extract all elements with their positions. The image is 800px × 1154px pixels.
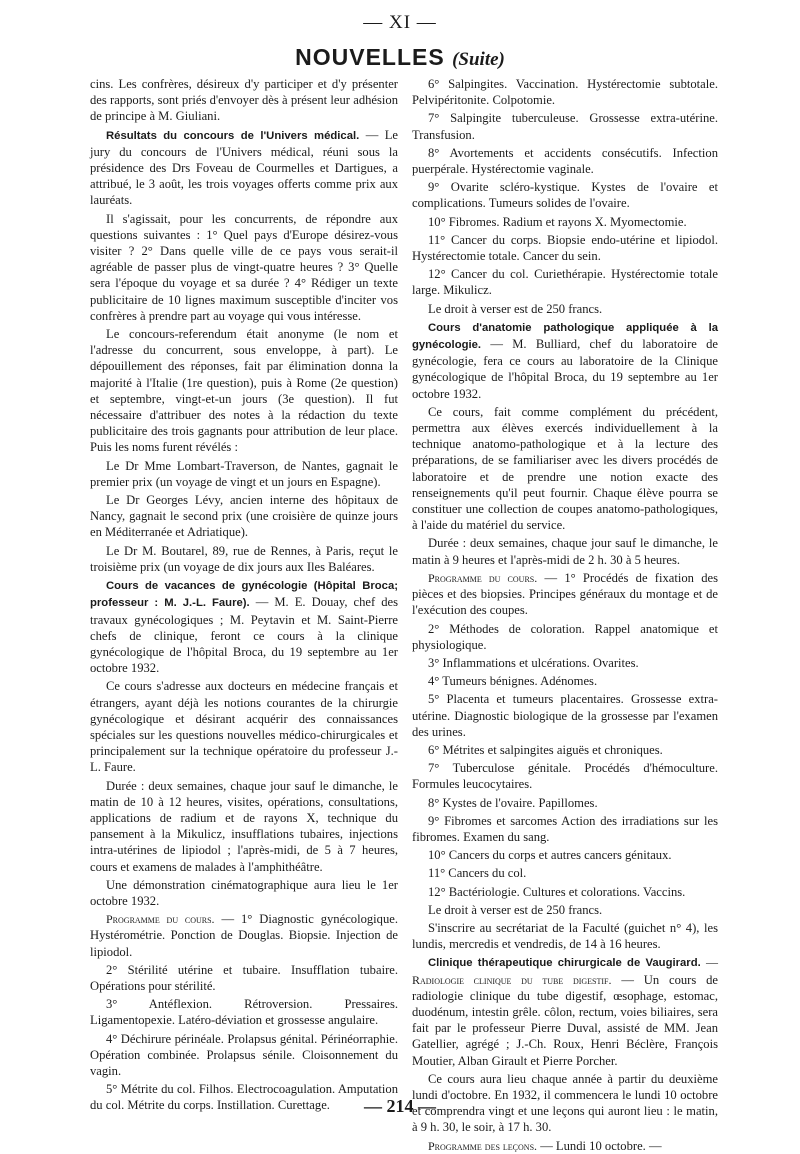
paragraph: Durée : deux semaines, chaque jour sauf le dimanche, le matin de 10 à 12 heures, visites, opérations, consultations, applications de radium et de rayons X, technique du pansement à la Mikulicz, insufflations tubaires, injections intra-utérines de lipiodol ; l'après-midi, de 5 à 7 heures, cours et examens de malades à l'amphithéâtre. — [90, 778, 398, 874]
list-item: 10° Cancers du corps et autres cancers génitaux. — [428, 848, 672, 863]
paragraph: Durée : deux semaines, chaque jour sauf le dimanche, le matin à 9 heures et l'après-midi de 2 h. 30 à 5 heures. — [412, 536, 718, 567]
paragraph: Le droit à verser est de 250 francs. — [428, 902, 603, 917]
list-item: 3° Inflammations et ulcérations. Ovarites. — [428, 655, 639, 670]
paragraph: S'inscrire au secrétariat de la Faculté (guichet n° 4), les lundis, mercredis et vendredis, de 14 à 16 heures. — [412, 920, 718, 952]
paragraph — [412, 319, 718, 402]
list-item: 8° Avortements et accidents consécutifs. Infection puerpérale. Hystérectomie vaginale. — [412, 145, 718, 177]
program-label: Programme du cours. — [106, 912, 215, 927]
list-item: 11° Cancers du col. — [428, 866, 527, 881]
list-item: 5° Placenta et tumeurs placentaires. Grossesse extra-utérine. Diagnostic biologique de la grossesse par l'examen des urines. — [412, 692, 718, 739]
list-item: 7° Salpingite tuberculeuse. Grossesse extra-utérine. Transfusion. — [412, 111, 718, 142]
list-item: 7° Tuberculose génitale. Procédés d'hémoculture. Formules leucocytaires. — [412, 761, 718, 792]
section-heading: Résultats du concours de l'Univers médical. — [106, 129, 360, 142]
title-text: NOUVELLES — [295, 44, 445, 70]
list-item: 6° Salpingites. Vaccination. Hystérectomie subtotale. Pelvipéritonite. Colpotomie. — [412, 77, 718, 108]
paragraph-text: — 1° Procédés de fixation des pièces et des biopsies. Principes généraux du montage et de l'exécution des coupes. — [412, 570, 718, 618]
paragraph: Le Dr Mme Lombart-Traverson, de Nantes, gagnait le premier prix (un voyage de vingt et un jours en Espagne). — [90, 458, 398, 489]
paragraph-text: — Le jury du concours de l'Univers médical, réuni sous la présidence des Drs Foveau de Courmelles et Dartigues, a attribué, le 3 août, les trois voyages offerts comme prix aux lauréats. — [90, 127, 398, 208]
list-item: 11° Cancer du corps. Biopsie endo-utérine et lipiodol. Hystérectomie totale. Cancer du sein. — [412, 232, 718, 264]
paragraph: Le Dr M. Boutarel, 89, rue de Rennes, à Paris, reçut le troisième prix (un voyage de dix jours aux Iles Baléares. — [90, 543, 398, 574]
list-item: 2° Stérilité utérine et tubaire. Insufflation tubaire. Opérations pour stérilité. — [90, 962, 398, 993]
list-item: 8° Kystes de l'ovaire. Papillomes. — [428, 795, 598, 810]
section-title — [0, 44, 800, 71]
right-column — [412, 76, 718, 1154]
list-item: 4° Déchirure périnéale. Prolapsus génital. Périnéorraphie. Opération combinée. Prolapsus sénile. Cloisonnement du vagin. — [90, 1031, 398, 1078]
paragraph-text: — 1° Diagnostic gynécologique. Hystérométrie. Ponction de Douglas. Biopsie. Injection de lipiodol. — [90, 912, 398, 959]
list-item: 2° Méthodes de coloration. Rappel anatomique et physiologique. — [412, 621, 718, 652]
paragraph — [412, 954, 718, 1068]
paragraph-text: — M. E. Douay, chef des travaux gynécologiques ; M. Peytavin et M. Saint-Pierre chefs de clinique, feront ce cours à la clinique gynécologique de l'hôpital Broca, du 19 septembre au 1er octobre 1932. — [90, 595, 398, 676]
paragraph — [90, 127, 398, 209]
page-number: — 214 — — [364, 1096, 436, 1116]
list-item: 9° Fibromes et sarcomes Action des irradiations sur les fibromes. Examen du sang. — [412, 813, 718, 844]
page-roman-numeral: — XI — — [363, 12, 437, 33]
paragraph — [412, 570, 718, 619]
section-heading: Cours d'anatomie pathologique appliquée à la gynécologie. — [412, 321, 718, 352]
list-item: 6° Métrites et salpingites aiguës et chroniques. — [428, 742, 663, 757]
list-item: 3° Antéflexion. Rétroversion. Pressaires. Ligamentopexie. Latéro-déviation et grossesse angulaire. — [90, 997, 398, 1028]
list-item: 12° Bactériologie. Cultures et colorations. Vaccins. — [428, 884, 686, 899]
paragraph: Le concours-referendum était anonyme (le nom et l'adresse du concurrent, sous enveloppe, à part). Le dépouillement des réponses, fait par élimination donna la majorité à l'Italie (1re question), puis à Rome (2e question) et septembre, vingt-et-un jours (3e question). Il fut nécessaire d'attribuer des notes à la rédaction du texte publicitaire des trois gagnants pour attribution de leur place. Puis les noms furent révélés : — [90, 327, 398, 455]
paragraph: Il s'agissait, pour les concurrents, de répondre aux questions suivantes : 1° Quel pays d'Europe désirez-vous visiter ? 2° Dans quelle ville de ce pays vous serait-il agréable de passer plus de vingt-quatre heures ? 3° Quelle sera l'époque du voyage et sa durée ? 4° Rédiger un texte publicitaire de 10 lignes maximum susceptible d'inciter vos confrères à prendre part au voyage qui vous intéresse. — [90, 211, 398, 323]
paragraph: Ce cours, fait comme complément du précédent, permettra aux élèves exercés individuellement à la technique anatomo-pathologique et à la lecture des préparations, de se familiariser avec les divers procédés de laboratoire et de prendre une notion exacte des renseignements qu'il peut fournir. Chaque élève pourra se constituer une collection de coupes anatomo-pathologiques, à l'aide du matériel du service. — [412, 404, 718, 533]
paragraph: Ce cours aura lieu chaque année à partir du deuxième lundi d'octobre. En 1932, il commencera le lundi 10 octobre et comprendra vingt et une leçons qui auront lieu : le matin, à 9 h. 30, le soir, à 17 h. 30. — [412, 1071, 718, 1135]
list-item: 5° Métrite du col. Filhos. Electrocoagulation. Amputation du col. Métrite du corps. Instillation. Curettage. — [90, 1082, 398, 1113]
section-heading: Clinique thérapeutique chirurgicale de Vaugirard. — [428, 957, 701, 970]
program-label: Programme des leçons. — [428, 1138, 538, 1153]
paragraph-text: — M. Bulliard, chef du laboratoire de gynécologie, fera ce cours au laboratoire de la Clinique gynécologique de l'hôpital Broca, du 19 septembre au 1er octobre 1932. — [412, 337, 719, 401]
list-item: 9° Ovarite scléro-kystique. Kystes de l'ovaire et complications. Tumeurs solides de l'ovaire. — [412, 180, 718, 211]
program-label: Programme du cours. — [428, 570, 538, 585]
list-item: 12° Cancer du col. Curiethérapie. Hystérectomie totale large. Mikulicz. — [412, 267, 718, 298]
paragraph-text: — Lundi 10 octobre. — — [540, 1138, 662, 1153]
paragraph: Le Dr Georges Lévy, ancien interne des hôpitaux de Nancy, gagnait le second prix (une croisière de quinze jours en Méditerranée et Adriatique). — [90, 493, 398, 540]
paragraph — [90, 577, 398, 676]
left-column — [90, 76, 398, 1114]
subheading: — Radiologie clinique du tube digestif. — [412, 955, 718, 987]
section-heading: Cours de vacances de gynécologie (Hôpital Broca; professeur : M. J.-L. Faure). — [90, 580, 398, 610]
paragraph-text: — Un cours de radiologie clinique du tube digestif, œsophage, estomac, duodénum, intestin grêle. côlon, rectum, voies biliaires, sera fait par le professeur Pierre Duval, assisté de MM. Jean Gatellier, agrégé ; J.-Ch. Roux, Henri Béclère, François Moutier, Alban Girault et Pierre Porcher. — [412, 972, 718, 1068]
paragraph: Le droit à verser est de 250 francs. — [428, 301, 603, 316]
list-item: 4° Tumeurs bénignes. Adénomes. — [428, 674, 598, 689]
title-suffix: (Suite) — [452, 49, 505, 70]
paragraph: Une démonstration cinématographique aura lieu le 1er octobre 1932. — [90, 877, 398, 908]
paragraph — [90, 911, 398, 960]
paragraph: cins. Les confrères, désireux d'y participer et d'y présenter des rapports, sont priés d'envoyer dès à présent leur adhésion de principe à M. Giuliani. — [90, 77, 398, 124]
list-item: 10° Fibromes. Radium et rayons X. Myomectomie. — [428, 214, 687, 229]
paragraph: Ce cours s'adresse aux docteurs en médecine français et étrangers, ayant déjà les notions courantes de la chirurgie gynécologique et désirant acquérir des connaissances spéciales sur les questions nouvelles médico-chirurgicales et principalement sur la technique opératoire du professeur J.-L. Faure. — [90, 679, 398, 775]
